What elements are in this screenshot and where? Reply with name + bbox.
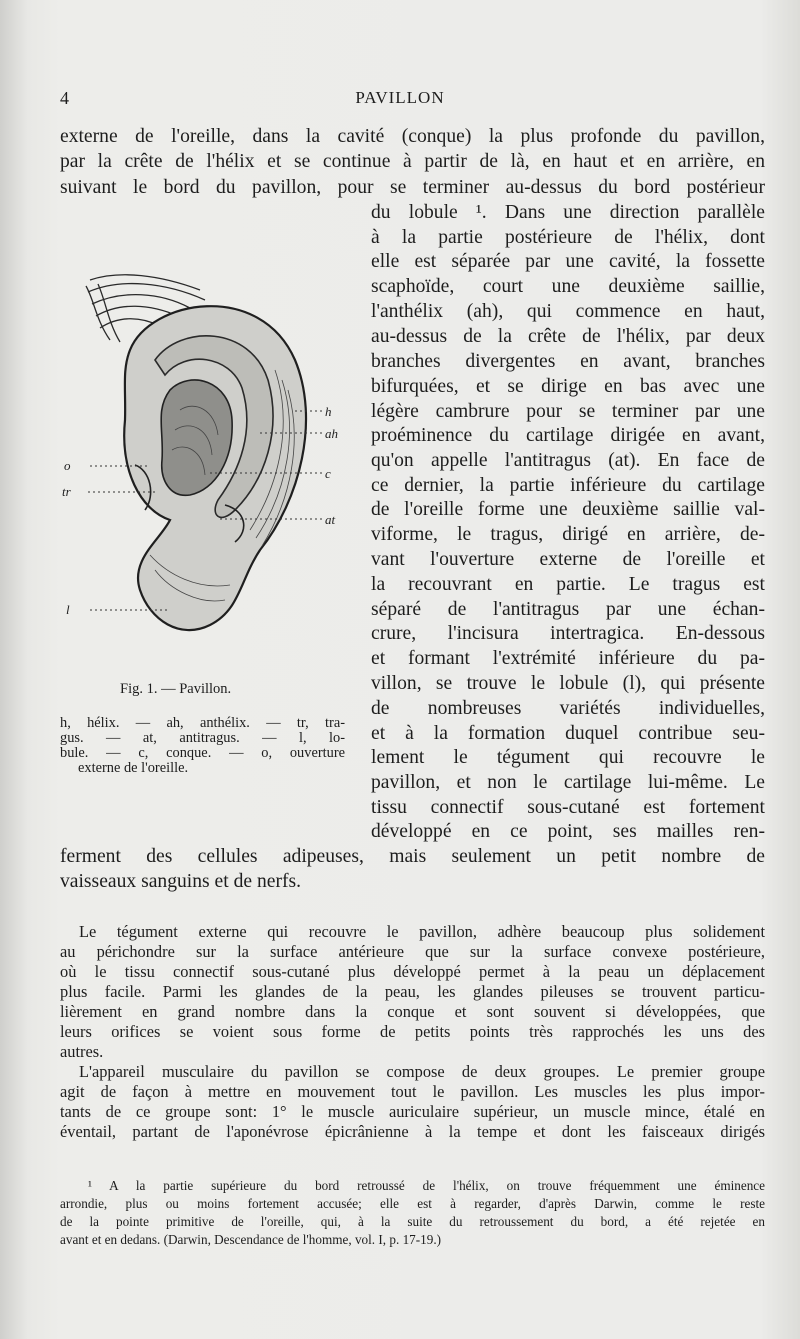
body-line: vant l'ouverture externe de l'oreille et <box>371 549 765 570</box>
footnote-line: de la pointe primitive de l'oreille, qui, à la suite du retroussement du bord, a été rejetée en <box>60 1214 765 1229</box>
body-line: pavillon, et non le cartilage lui-même. Le <box>371 772 765 793</box>
small-text-line: éventail, partant de l'aponévrose épicrânienne à la tempe et dont les faisceaux dirigés <box>60 1122 765 1141</box>
body-line: légère cambrure pour se terminer par une <box>371 401 765 422</box>
footnote-line: avant et en dedans. (Darwin, Descendance de l'homme, vol. I, p. 17-19.) <box>60 1232 442 1247</box>
body-line: tissu connectif sous-cutané est fortement <box>371 797 765 818</box>
body-line: du lobule ¹. Dans une direction parallèle <box>371 202 765 223</box>
figure-caption-line: h, hélix. — ah, anthélix. — tr, tra- <box>60 716 345 731</box>
ear-illustration <box>60 270 360 670</box>
body-line: l'anthélix (ah), qui commence en haut, <box>371 301 765 322</box>
body-line: villon, se trouve le lobule (l), qui présente <box>371 673 765 694</box>
figure-title: Fig. 1. — Pavillon. <box>120 681 232 697</box>
small-text-line: lièrement en grand nombre dans la conque et sont souvent si développées, que <box>60 1002 765 1021</box>
body-line: la recouvrant en partie. Le tragus est <box>371 574 765 595</box>
small-text-line: tants de ce groupe sont: 1° le muscle auriculaire supérieur, un muscle mince, étalé en <box>60 1102 765 1121</box>
body-line: séparé de l'antitragus par une échan- <box>371 599 765 620</box>
footnote-line: arrondie, plus ou moins fortement accusée; elle est à regarder, d'après Darwin, comme le reste <box>60 1196 765 1211</box>
body-line: proéminence du cartilage dirigée en avant, <box>371 425 765 446</box>
label-o: o <box>64 458 71 473</box>
body-line: suivant le bord du pavillon, pour se terminer au-dessus du bord postérieur <box>60 177 765 198</box>
body-line: bifurquées, et se dirige en bas avec une <box>371 376 765 397</box>
label-h: h <box>325 404 332 419</box>
small-text-line: autres. <box>60 1042 104 1061</box>
label-c: c <box>325 466 331 481</box>
page-number: 4 <box>60 88 69 108</box>
label-l: l <box>66 602 70 617</box>
small-text-line: Le tégument externe qui recouvre le pavillon, adhère beaucoup plus solidement <box>79 922 765 941</box>
body-line: qu'on appelle l'antitragus (at). En face de <box>371 450 765 471</box>
running-head: PAVILLON <box>355 88 445 107</box>
body-line: scaphoïde, court une deuxième saillie, <box>371 276 765 297</box>
small-text-line: au périchondre sur la surface antérieure que sur la surface convexe postérieure, <box>60 942 765 961</box>
footnote-line: ¹ A la partie supérieure du bord retroussé de l'hélix, on trouve fréquemment une éminence <box>88 1178 765 1193</box>
small-text-line: agit de façon à mettre en mouvement tout le pavillon. Les muscles les plus impor- <box>60 1082 765 1101</box>
body-line: de l'oreille forme une deuxième saillie val- <box>371 499 765 520</box>
body-line: viforme, le tragus, dirigé en arrière, de- <box>371 524 765 545</box>
body-line: développé en ce point, ses mailles ren- <box>371 821 765 842</box>
body-line: lement le tégument qui recouvre le <box>371 747 765 768</box>
label-tr: tr <box>62 484 71 499</box>
body-line: et formant l'extrémité inférieure du pa- <box>371 648 765 669</box>
small-text-line: plus facile. Parmi les glandes de la peau, les glandes pileuses se trouvent particu- <box>60 982 765 1001</box>
label-ah: ah <box>325 426 338 441</box>
body-line: vaisseaux sanguins et de nerfs. <box>60 871 302 892</box>
body-line: crure, l'incisura intertragica. En-dessous <box>371 623 765 644</box>
body-line: externe de l'oreille, dans la cavité (conque) la plus profonde du pavillon, <box>60 126 765 147</box>
body-line: elle est séparée par une cavité, la fossette <box>371 251 765 272</box>
figure-caption-line: externe de l'oreille. <box>78 760 189 776</box>
small-text-line: L'appareil musculaire du pavillon se compose de deux groupes. Le premier groupe <box>79 1062 765 1081</box>
body-line: branches divergentes en avant, branches <box>371 351 765 372</box>
figure-caption-line: gus. — at, antitragus. — l, lo- <box>60 731 345 746</box>
body-line: ferment des cellules adipeuses, mais seulement un petit nombre de <box>60 846 765 867</box>
body-line: au-dessus de la crête de l'hélix, par deux <box>371 326 765 347</box>
small-text-line: où le tissu connectif sous-cutané plus développé permet à la peau un déplacement <box>60 962 765 981</box>
body-line: de nombreuses variétés individuelles, <box>371 698 765 719</box>
small-text-line: leurs orifices se voient sous forme de petits points très rapprochés les uns des <box>60 1022 765 1041</box>
body-line: à la partie postérieure de l'hélix, dont <box>371 227 765 248</box>
label-at: at <box>325 512 336 527</box>
figure-caption-line: bule. — c, conque. — o, ouverture <box>60 746 345 761</box>
body-line: par la crête de l'hélix et se continue à partir de là, en haut et en arrière, en <box>60 151 765 172</box>
body-line: et à la formation duquel contribue seu- <box>371 723 765 744</box>
body-line: ce dernier, la partie inférieure du cartilage <box>371 475 765 496</box>
